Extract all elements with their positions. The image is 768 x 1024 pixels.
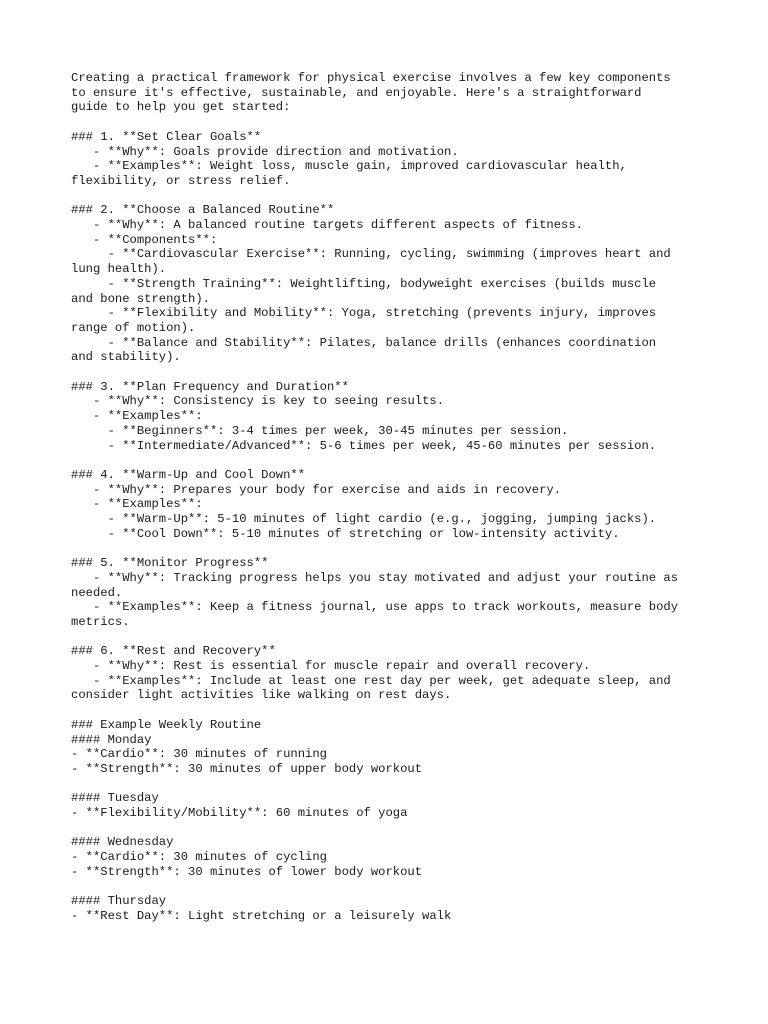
text-line: Creating a practical framework for physical exercise involves a few key components xyxy=(71,71,671,85)
text-line: consider light activities like walking on rest days. xyxy=(71,688,452,703)
text-line xyxy=(71,115,711,130)
text-line: - **Cardio**: 30 minutes of cycling xyxy=(71,850,327,865)
text-line: - **Flexibility and Mobility**: Yoga, stretching (prevents injury, improves xyxy=(71,306,657,321)
text-line: - **Why**: Prepares your body for exercise and aids in recovery. xyxy=(71,482,562,497)
text-line: ### 5. **Monitor Progress** xyxy=(71,556,269,571)
text-line: and stability). xyxy=(71,350,181,365)
text-line: - **Examples**: xyxy=(71,497,203,512)
text-line: #### Wednesday xyxy=(71,835,174,850)
text-line: - **Strength Training**: Weightlifting, bodyweight exercises (builds muscle xyxy=(71,276,657,291)
text-line: flexibility, or stress relief. xyxy=(71,173,291,188)
text-line: - **Why**: Tracking progress helps you stay motivated and adjust your routine as xyxy=(71,570,679,585)
text-line: - **Why**: Consistency is key to seeing results. xyxy=(71,394,445,409)
text-line: and bone strength). xyxy=(71,291,210,306)
text-line xyxy=(71,821,711,836)
text-line xyxy=(71,541,711,556)
text-line: ### 6. **Rest and Recovery** xyxy=(71,644,276,659)
text-line: ### 1. **Set Clear Goals** xyxy=(71,129,262,144)
text-line: - **Strength**: 30 minutes of upper body workout xyxy=(71,761,423,776)
text-line: ### 3. **Plan Frequency and Duration** xyxy=(71,379,349,394)
text-line: - **Cardiovascular Exercise**: Running, cycling, swimming (improves heart and xyxy=(71,247,671,262)
text-line xyxy=(71,365,711,380)
text-line: - **Flexibility/Mobility**: 60 minutes of yoga xyxy=(71,806,408,821)
text-line: range of motion). xyxy=(71,320,196,335)
text-line xyxy=(71,453,711,468)
text-line: #### Monday xyxy=(71,732,152,747)
text-line: to ensure it's effective, sustainable, and enjoyable. Here's a straightforward xyxy=(71,85,642,100)
text-line: - **Why**: Rest is essential for muscle repair and overall recovery. xyxy=(71,659,591,674)
text-line: guide to help you get started: xyxy=(71,100,291,115)
text-line: - **Intermediate/Advanced**: 5-6 times per week, 45-60 minutes per session. xyxy=(71,438,657,453)
text-line: #### Thursday xyxy=(71,894,167,909)
text-line: - **Why**: A balanced routine targets different aspects of fitness. xyxy=(71,218,583,232)
text-line: ### 4. **Warm-Up and Cool Down** xyxy=(71,467,306,482)
text-line: - **Examples**: Include at least one rest day per week, get adequate sleep, and xyxy=(71,673,671,688)
text-line: - **Cool Down**: 5-10 minutes of stretching or low-intensity activity. xyxy=(71,526,620,541)
text-line xyxy=(71,703,711,718)
text-line: needed. xyxy=(71,585,123,600)
text-line: lung health). xyxy=(71,262,167,277)
text-line xyxy=(71,777,711,792)
text-line: - **Components**: xyxy=(71,232,218,247)
text-line: - **Cardio**: 30 minutes of running xyxy=(71,747,327,762)
text-line xyxy=(71,189,711,204)
text-line xyxy=(71,630,711,645)
text-line: #### Tuesday xyxy=(71,791,159,806)
text-line: - **Strength**: 30 minutes of lower body workout xyxy=(71,864,423,879)
text-line: - **Examples**: Keep a fitness journal, use apps to track workouts, measure body xyxy=(71,600,679,615)
text-line xyxy=(71,880,711,895)
text-line: ### Example Weekly Routine xyxy=(71,717,262,732)
text-line: - **Examples**: Weight loss, muscle gain, improved cardiovascular health, xyxy=(71,159,627,174)
text-line: - **Balance and Stability**: Pilates, balance drills (enhances coordination xyxy=(71,335,657,350)
document-body xyxy=(71,71,711,924)
text-line: ### 2. **Choose a Balanced Routine** xyxy=(71,203,335,218)
text-line: metrics. xyxy=(71,614,130,629)
text-line: - **Beginners**: 3-4 times per week, 30-45 minutes per session. xyxy=(71,423,569,438)
text-line: - **Why**: Goals provide direction and motivation. xyxy=(71,144,459,159)
text-line: - **Rest Day**: Light stretching or a leisurely walk xyxy=(71,908,452,923)
text-line: - **Examples**: xyxy=(71,409,203,424)
text-line: - **Warm-Up**: 5-10 minutes of light cardio (e.g., jogging, jumping jacks). xyxy=(71,512,657,527)
